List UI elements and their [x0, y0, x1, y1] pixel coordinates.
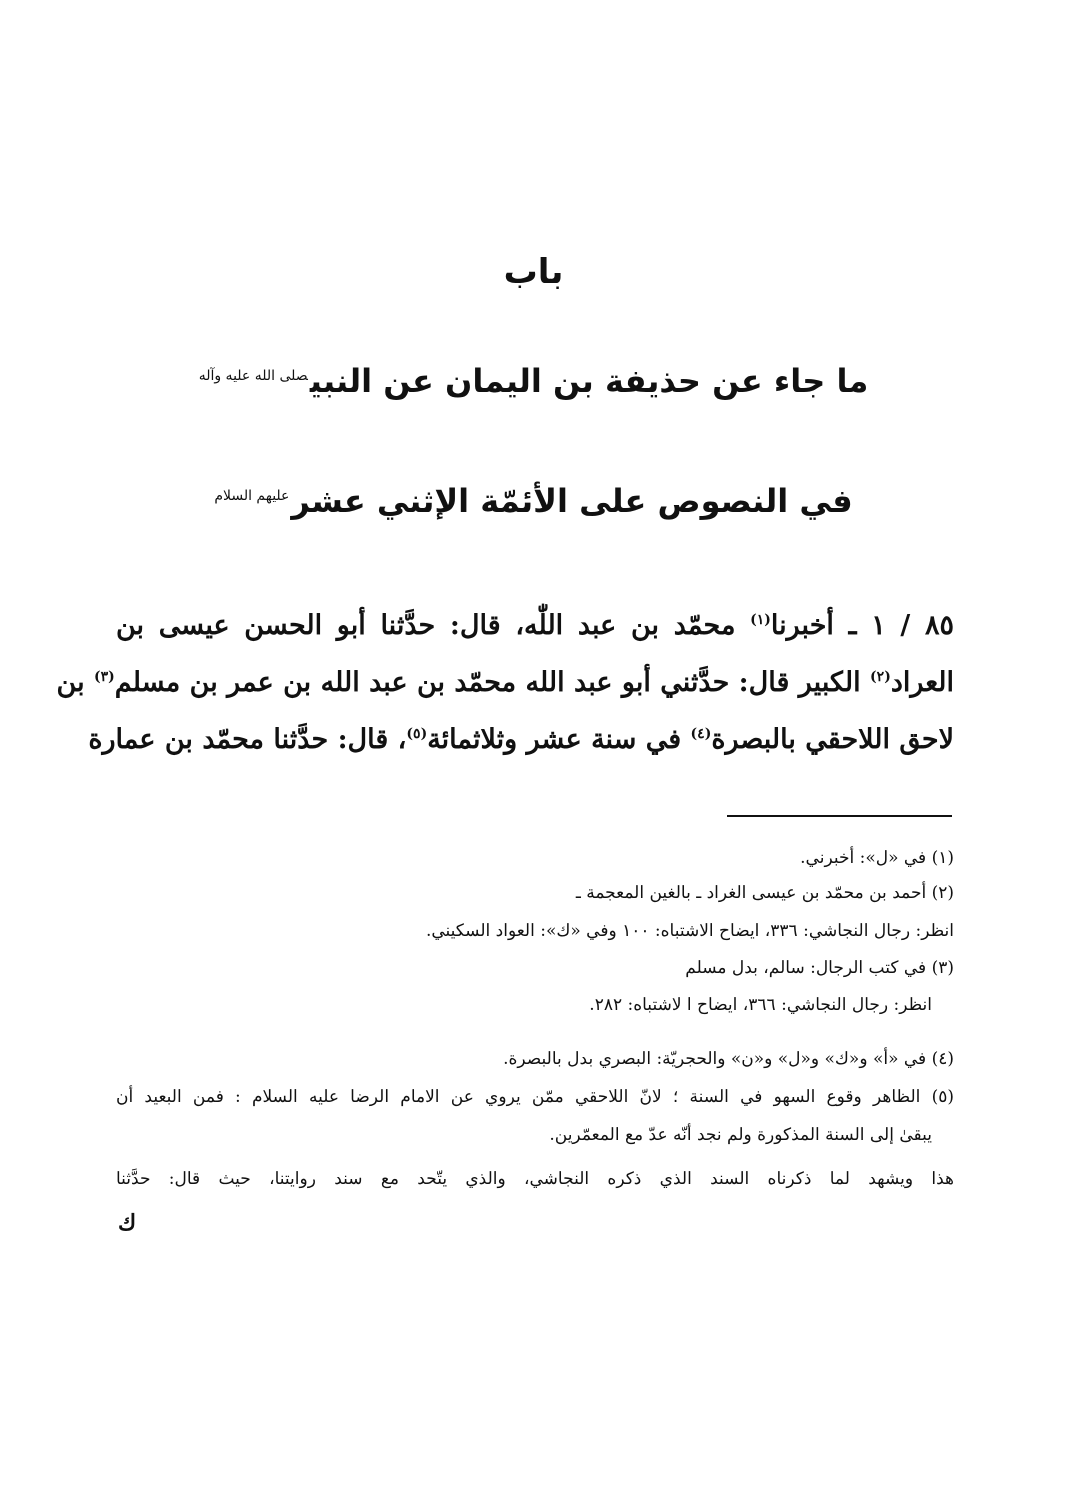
main-text-line-3-part-b: في سنة عشر وثلاثمائة: [427, 724, 691, 755]
footnote-2-continuation: انظر: رجال النجاشي: ٣٣٦، ايضاح الاشتباه: ١٠٠ وفي «ك»: العواد السكيني.: [425, 921, 954, 941]
footnote-ref-5[interactable]: (٥): [406, 726, 428, 742]
footnote-ref-3[interactable]: (٣): [94, 669, 115, 685]
footnote-4: (٤) في «أ» و«ك» و«ل» و«ن» والحجريّة: البصري بدل بالبصرة.: [503, 1049, 954, 1069]
main-text-line-2-part-c: بن: [56, 667, 94, 698]
main-text-line-3-part-a: لاحق اللاحقي بالبصرة: [711, 724, 954, 755]
footnote-1: (١) في «ل»: أخبرني.: [800, 848, 954, 868]
chapter-title-line-2-text: في النصوص على الأئمّة الإثني عشر: [291, 482, 853, 520]
main-text-line-3-part-c: ، قال: حدَّثنا محمّد بن عمارة: [88, 724, 407, 755]
footnote-ref-4[interactable]: (٤): [690, 726, 712, 742]
footnote-2: (٢) أحمد بن محمّد بن عيسى الغراد ـ بالغين المعجمة ـ: [575, 883, 954, 903]
main-text-line-1-part-a: ٨٥ / ١ ـ أخبرنا: [770, 610, 954, 641]
footnote-ref-1[interactable]: (١): [750, 612, 771, 628]
main-text-line-2: [56, 667, 954, 699]
chapter-label: باب: [503, 252, 564, 292]
main-text-line-1: [116, 610, 954, 642]
chapter-title-line-2: [0, 482, 1067, 520]
footnote-3-continuation: انظر: رجال النجاشي: ٣٦٦، ايضاح ا لاشتباه: ٢٨٢.: [589, 995, 932, 1015]
honorific-as: عليهم السلام: [214, 488, 290, 505]
main-text-line-2-part-a: العراد: [890, 667, 954, 698]
chapter-title-line-1-text: ما جاء عن حذيفة بن اليمان عن النبي: [309, 362, 869, 400]
main-text-line-3: [88, 724, 954, 756]
honorific-saw: صلى الله عليه وآله: [198, 368, 308, 385]
footnote-5-continuation: يبقىٰ إلى السنة المذكورة ولم نجد أنّه عدّ مع المعمّرين.: [549, 1125, 932, 1145]
main-text-line-1-part-b: محمّد بن عبد اللّٰه، قال: حدَّثنا أبو الحسن عيسى بن: [116, 610, 751, 641]
footnote-3: (٣) في كتب الرجال: سالم، بدل مسلم: [685, 958, 954, 978]
chapter-title-line-1: [0, 362, 1067, 400]
footnote-separator: [727, 815, 952, 817]
catchword: ك: [118, 1210, 137, 1236]
main-text-line-2-part-b: الكبير قال: حدَّثني أبو عبد الله محمّد بن عبد الله بن عمر بن مسلم: [114, 667, 871, 698]
footnote-note-continued: هذا ويشهد لما ذكرناه السند الذي ذكره النجاشي، والذي يتّحد مع سند روايتنا، حيث قال: حدَّثنا: [116, 1169, 954, 1189]
footnote-ref-2[interactable]: (٢): [870, 669, 891, 685]
footnote-5: (٥) الظاهر وقوع السهو في السنة ؛ لانّ اللاحقي ممّن يروي عن الامام الرضا عليه السلام : فمن البعيد أن: [116, 1087, 954, 1107]
